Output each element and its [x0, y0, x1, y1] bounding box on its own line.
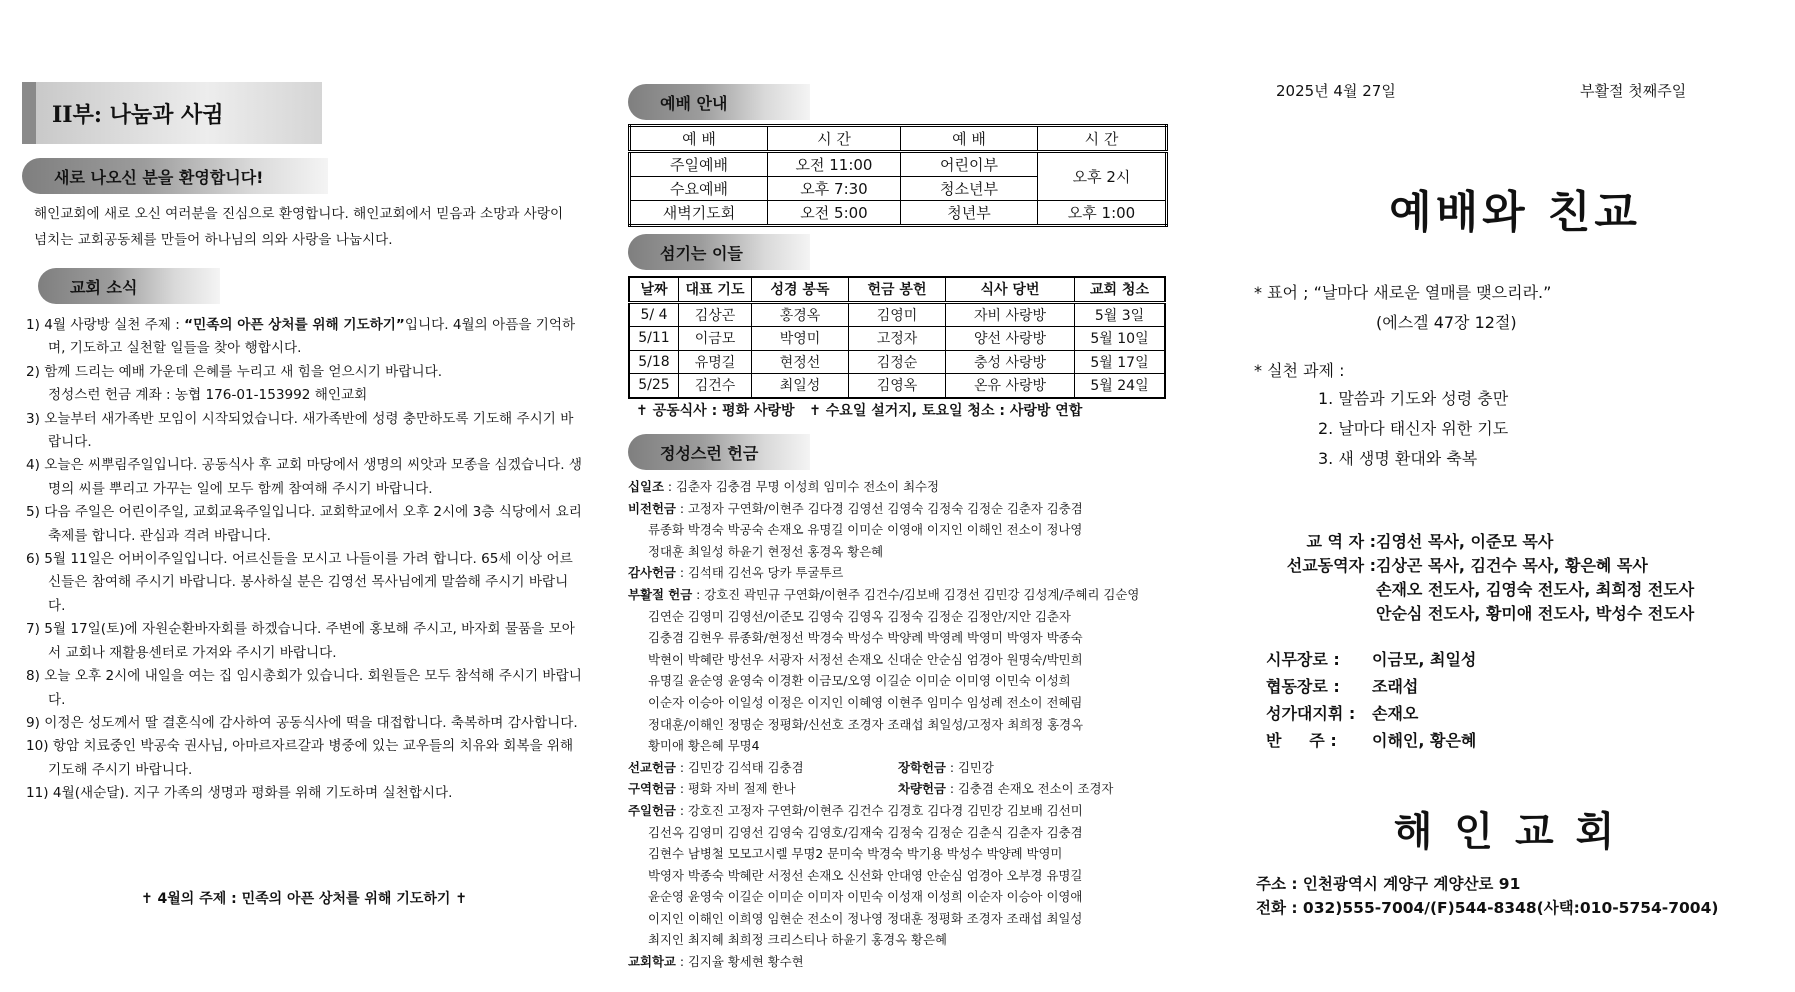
offering-line [628, 584, 1168, 606]
offering-names: : 강호진 곽민규 구연화/이현주 김건수/김보배 김경선 김민강 김성계/주혜리 김순영 [692, 586, 1140, 602]
offering-line [628, 498, 1168, 520]
list-item: 7) 5월 17일(토)에 자원순환바자회를 하겠습니다. 주변에 홍보해 주시고, 바자회 물품을 모아서 교회나 재활용센터로 가져와 주시기 바랍니다. [26, 621, 575, 661]
offering-line [628, 519, 1168, 541]
offering-names: : 김충겸 손재오 전소이 조경자 [945, 781, 1114, 797]
list-item: 3. 새 생명 환대와 축복 [1318, 449, 1478, 468]
offering-label: 구역헌금 [628, 781, 676, 797]
elders-list [1266, 646, 1776, 754]
table-header: 시 간 [1038, 126, 1167, 152]
table-cell: 이금모 [679, 327, 752, 351]
table-cell: 오후 7:30 [768, 177, 901, 201]
offering-names: 류종화 박경숙 박공숙 손재오 유명길 이미순 이영애 이지인 이해인 전소이 정나영 [648, 522, 1083, 538]
table-cell: 오후 2시 [1038, 152, 1167, 201]
offering-line [628, 606, 1168, 628]
table-cell: 김정순 [849, 350, 946, 374]
offering-line [628, 627, 1168, 649]
offering-list [628, 476, 1168, 973]
table-header: 성경 봉독 [752, 277, 849, 302]
offering-names: 윤순영 윤영숙 이길순 이미순 이미자 이민숙 이성재 이성희 이순자 이승아 이영애 [648, 889, 1083, 905]
table-cell: 양선 사랑방 [946, 327, 1075, 351]
list-item: 안순심 전도사, 황미애 전도사, 박성수 전도사 [1376, 604, 1695, 623]
offering-line [628, 692, 1168, 714]
news-list [26, 314, 582, 806]
offering-names: 유명길 윤순영 윤영숙 이경환 이금모/오영 이길순 이미순 이미영 이민숙 이성희 [648, 673, 1071, 689]
offering-line [628, 843, 1168, 865]
table-cell: 김영옥 [849, 374, 946, 398]
church-address: 주소 : 인천광역시 계양구 계양산로 91 [1256, 875, 1521, 893]
table-cell: 청소년부 [901, 177, 1038, 201]
welcome-text: 해인교회에 새로 오신 여러분을 진심으로 환영합니다. 해인교회에서 믿음과 소망과 사랑이 넘치는 교회공동체를 만들어 하나님의 의와 사랑을 나눕시다. [34, 206, 564, 248]
table-cell: 어린이부 [901, 152, 1038, 177]
table-row [630, 201, 1167, 226]
table-cell: 5월 10일 [1075, 327, 1166, 351]
offering-cell [628, 778, 898, 800]
offering-line [628, 778, 1168, 800]
offering-line [628, 649, 1168, 671]
motto [1254, 278, 1774, 308]
table-cell: 오후 1:00 [1038, 201, 1167, 226]
offering-names: : 평화 자비 절제 한나 [675, 781, 796, 797]
offering-label: 선교헌금 [628, 759, 676, 775]
service-table [628, 124, 1168, 227]
church-name: 해인교회 [1393, 809, 1637, 855]
tasks-label: * 실천 과제 : [1254, 361, 1345, 380]
bulletin-title: 예배와 친교 [1389, 187, 1641, 238]
table-cell: 고정자 [849, 327, 946, 351]
offering-names: : 김민강 [945, 759, 994, 775]
table-cell: 김상곤 [679, 302, 752, 327]
table-cell: 5월 24일 [1075, 374, 1166, 398]
list-item: 1. 말씀과 기도와 성령 충만 [1318, 389, 1509, 408]
list-item: 교 역 자 :김영선 목사, 이준모 목사 [1306, 532, 1554, 551]
table-cell: 5월 3일 [1075, 302, 1166, 327]
offering-line [628, 800, 1168, 822]
table-cell: 5/18 [629, 350, 679, 374]
offering-line [628, 951, 1168, 973]
offering-names: 최지인 최지혜 최희정 크리스티나 하윤기 홍경옥 황은혜 [648, 932, 947, 948]
offering-names: 박현이 박혜란 방선우 서광자 서정선 손재오 신대순 안순심 엄경아 원명숙/박민희 [648, 651, 1083, 667]
table-cell: 홍경옥 [752, 302, 849, 327]
offering-line [628, 908, 1168, 930]
staff-list [1266, 530, 1776, 626]
news-heading: 교회 소식 [38, 268, 220, 304]
offering-line [628, 822, 1168, 844]
offering-names: : 김민강 김석태 김충겸 [675, 759, 804, 775]
offering-label: 부활절 헌금 [628, 586, 693, 602]
table-cell: 온유 사랑방 [946, 374, 1075, 398]
list-item: 시무장로 : 이금모, 최일성 [1266, 650, 1477, 669]
offering-label: 십일조 [628, 479, 664, 494]
offering-line [628, 929, 1168, 951]
offering-line [628, 757, 1168, 779]
table-header: 예 배 [901, 126, 1038, 152]
motto-reference: (에스겔 47장 12절) [1376, 313, 1517, 332]
list-item: 손재오 전도사, 김영숙 전도사, 최희정 전도사 [1376, 580, 1695, 599]
offering-heading: 정성스런 헌금 [628, 434, 810, 470]
services-heading: 예배 안내 [628, 84, 810, 120]
offering-names: : 김춘자 김충겸 무명 이성희 임미수 전소이 최수정 [663, 479, 939, 494]
list-item: 6) 5월 11일은 어버이주일입니다. 어르신들을 모시고 나들이를 가려 합니다. 65세 이상 어르신들은 참여해 주시기 바랍니다. 봉사하실 분은 김영선 목사님에게 말씀해 주시기 바랍니다. [26, 551, 573, 614]
table-cell: 청년부 [901, 201, 1038, 226]
offering-label: 차량헌금 [898, 781, 946, 797]
table-row [629, 350, 1165, 374]
part-title: II부: 나눔과 사귐 [22, 82, 322, 144]
list-item: 9) 이정은 성도께서 딸 결혼식에 감사하여 공동식사에 떡을 대접합니다. 축복하며 감사합니다. [26, 714, 578, 731]
offering-line [628, 865, 1168, 887]
table-cell: 5월 17일 [1075, 350, 1166, 374]
offering-line [628, 886, 1168, 908]
list-item: 선교동역자 :김상곤 목사, 김건수 목사, 황은혜 목사 [1286, 556, 1648, 575]
list-item: 협동장로 : 조래섭 [1266, 677, 1419, 696]
table-header: 식사 당번 [946, 277, 1075, 302]
offering-line [628, 541, 1168, 563]
table-cell: 새벽기도회 [630, 201, 768, 226]
church-phone: 전화 : 032)555-7004/(F)544-8348(사택:010-5754-7004) [1256, 899, 1719, 917]
motto-text: “날마다 새로운 열매를 맺으리라.” [1313, 283, 1552, 302]
list-item: 2) 함께 드리는 예배 가운데 은혜를 누리고 새 힘을 얻으시기 바랍니다. 정성스런 헌금 계좌 : 농협 176-01-153992 해인교회 [26, 363, 443, 404]
monthly-theme: ✝ 4월의 주제 : 민족의 아픈 상처를 위해 기도하기 ✝ [140, 891, 468, 907]
table-row [630, 126, 1167, 152]
table-header: 시 간 [768, 126, 901, 152]
list-item: 8) 오늘 오후 2시에 내일을 여는 집 임시총회가 있습니다. 회원들은 모두 참석해 주시기 바랍니다. [26, 668, 582, 708]
list-item: 1) 4월 사랑방 실천 주제 : “민족의 아픈 상처를 위해 기도하기”입니다. 4월의 아픔을 기억하며, 기도하고 실천할 일들을 찾아 행합시다. [26, 317, 576, 357]
offering-line [628, 562, 1168, 584]
table-cell: 주일예배 [630, 152, 768, 177]
table-cell: 현정선 [752, 350, 849, 374]
offering-names: : 김지율 황세현 황수현 [675, 954, 804, 970]
offering-names: 이순자 이승아 이일성 이정은 이지인 이혜영 이현주 임미수 임성례 전소이 전혜림 [648, 694, 1083, 710]
offering-names: 김연순 김영미 김영선/이준모 김영숙 김영옥 김정숙 김정순 김정안/지안 김춘자 [648, 608, 1071, 624]
table-header: 날짜 [629, 277, 679, 302]
table-header: 헌금 봉헌 [849, 277, 946, 302]
list-item: 3) 오늘부터 새가족반 모임이 시작되었습니다. 새가족반에 성령 충만하도록 기도해 주시기 바랍니다. [26, 410, 574, 451]
tasks-list [1318, 384, 1508, 474]
welcome-heading: 새로 나오신 분을 환영합니다! [22, 158, 328, 194]
offering-cell [628, 757, 898, 779]
offering-label: 감사헌금 [628, 565, 676, 581]
offering-label: 주일헌금 [628, 802, 676, 818]
liturgical-sunday: 부활절 첫째주일 [1580, 82, 1687, 100]
offering-names: 정대훈/이해인 정명순 정평화/신선호 조경자 조래섭 최일성/고정자 최희정 홍경옥 [648, 716, 1084, 732]
offering-names: 황미애 황은혜 무명4 [648, 738, 760, 754]
list-item: 성가대지휘 : 손재오 [1266, 704, 1419, 723]
servants-table [628, 276, 1166, 399]
table-cell: 5/ 4 [629, 302, 679, 327]
list-item: 5) 다음 주일은 어린이주일, 교회교육주일입니다. 교회학교에서 오후 2시에 3층 식당에서 요리축제를 합니다. 관심과 격려 바랍니다. [26, 504, 582, 544]
table-header: 교회 청소 [1075, 277, 1166, 302]
table-header: 예 배 [630, 126, 768, 152]
table-cell: 충성 사랑방 [946, 350, 1075, 374]
offering-names: : 김석태 김선옥 당카 투굴투르 [675, 565, 844, 581]
offering-names: 이지인 이해인 이희영 임현순 전소이 정나영 정대훈 정평화 조경자 조래섭 최일성 [648, 910, 1083, 926]
list-item: 4) 오늘은 씨뿌림주일입니다. 공동식사 후 교회 마당에서 생명의 씨앗과 모종을 심겠습니다. 생명의 씨를 뿌리고 가꾸는 일에 모두 함께 참여해 주시기 바랍니다. [26, 457, 582, 497]
list-item: 11) 4월(새순달). 지구 가족의 생명과 평화를 위해 기도하며 실천합시다. [26, 785, 453, 802]
offering-names: : 강호진 고정자 구연화/이현주 김건수 김경호 김다경 김민강 김보배 김선미 [675, 802, 1083, 818]
table-cell: 오전 11:00 [768, 152, 901, 177]
servants-note: ✝ 공동식사 : 평화 사랑방 ✝ 수요일 설거지, 토요일 청소 : 사랑방 연합 [636, 403, 1083, 419]
offering-line [628, 714, 1168, 736]
offering-label: 교회학교 [628, 954, 676, 970]
table-cell: 유명길 [679, 350, 752, 374]
offering-names: 김선옥 김영미 김영선 김영숙 김영호/김재숙 김정숙 김정순 김춘식 김춘자 김충겸 [648, 824, 1083, 840]
table-cell: 수요예배 [630, 177, 768, 201]
table-cell: 최일성 [752, 374, 849, 398]
offering-line [628, 670, 1168, 692]
motto-label: * 표어 ; [1254, 283, 1314, 302]
offering-names: : 고정자 구연화/이현주 김다경 김영선 김영숙 김정숙 김정순 김춘자 김충겸 [675, 500, 1083, 516]
offering-label: 장학헌금 [898, 759, 946, 775]
table-cell: 김건수 [679, 374, 752, 398]
table-row [630, 152, 1167, 177]
offering-names: 정대훈 최일성 하윤기 현정선 홍경옥 황은혜 [648, 543, 884, 559]
offering-names: 김충겸 김현우 류종화/현정선 박경숙 박성수 박양례 박영례 박영미 박영자 박종숙 [648, 630, 1083, 646]
table-row [629, 277, 1165, 302]
table-cell: 박영미 [752, 327, 849, 351]
list-item: 2. 날마다 태신자 위한 기도 [1318, 419, 1509, 438]
servants-heading: 섬기는 이들 [628, 234, 810, 270]
bulletin-date: 2025년 4월 27일 [1276, 82, 1396, 100]
list-item: 10) 항암 치료중인 박공숙 권사님, 아마르자르갈과 병중에 있는 교우들의 치유와 회복을 위해 기도해 주시기 바랍니다. [26, 738, 574, 778]
offering-label: 비전헌금 [628, 500, 676, 516]
offering-line [628, 735, 1168, 757]
offering-names: 박영자 박종숙 박혜란 서정선 손재오 신선화 안대영 안순심 엄경아 오부경 유명길 [648, 867, 1083, 883]
list-item: 반 주 : 이해인, 황은혜 [1266, 731, 1477, 750]
offering-line [628, 476, 1168, 498]
table-cell: 5/25 [629, 374, 679, 398]
table-cell: 자비 사랑방 [946, 302, 1075, 327]
table-cell: 오전 5:00 [768, 201, 901, 226]
table-row [629, 302, 1165, 327]
table-row [629, 374, 1165, 398]
table-header: 대표 기도 [679, 277, 752, 302]
offering-names: 김현수 남병철 모모고시렐 무명2 문미숙 박경숙 박기용 박성수 박양례 박영미 [648, 846, 1063, 862]
table-cell: 김영미 [849, 302, 946, 327]
table-cell: 5/11 [629, 327, 679, 351]
table-row [629, 327, 1165, 351]
